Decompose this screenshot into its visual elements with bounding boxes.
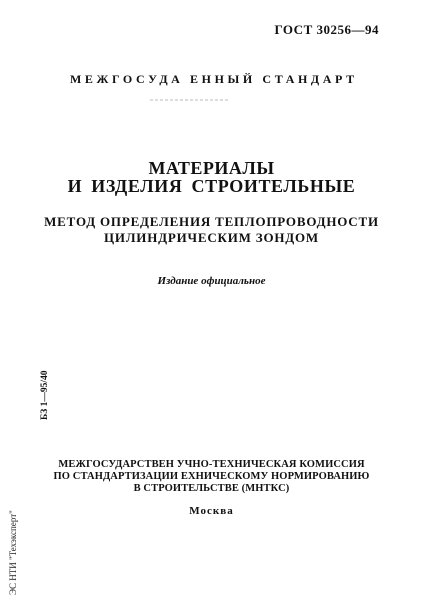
organization-line-1: МЕЖГОСУДАРСТВЕН УЧНО-ТЕХНИЧЕСКАЯ КОМИССИЯ [58,459,365,470]
document-subtitle-line-2: ЦИЛИНДРИЧЕСКИМ ЗОНДОМ [104,230,319,245]
organization-line-2: ПО СТАНДАРТИЗАЦИИ ЕХНИЧЕСКОМУ НОРМИРОВАНИЮ [53,471,370,482]
organization-line-3: В СТРОИТЕЛЬСТВЕ (МНТКС) [133,483,290,494]
scan-artifact [150,97,230,103]
side-code: БЗ 1—95/40 [40,370,50,420]
gost-number: ГОСТ 30256—94 [274,22,379,37]
city: Москва [189,505,234,517]
document-title-line-2: И ИЗДЕЛИЯ СТРОИТЕЛЬНЫЕ [67,176,356,196]
edition-note: Издание официальное [157,275,266,287]
document-subtitle-line-1: МЕТОД ОПРЕДЕЛЕНИЯ ТЕПЛОПРОВОДНОСТИ [44,214,379,229]
document-title-line-1: МАТЕРИАЛЫ [148,158,275,178]
standard-type-heading: МЕЖГОСУДА ЕННЫЙ СТАНДАРТ [70,72,358,86]
publisher-mark: ЭС НТИ "Техэксперт" [8,510,18,595]
